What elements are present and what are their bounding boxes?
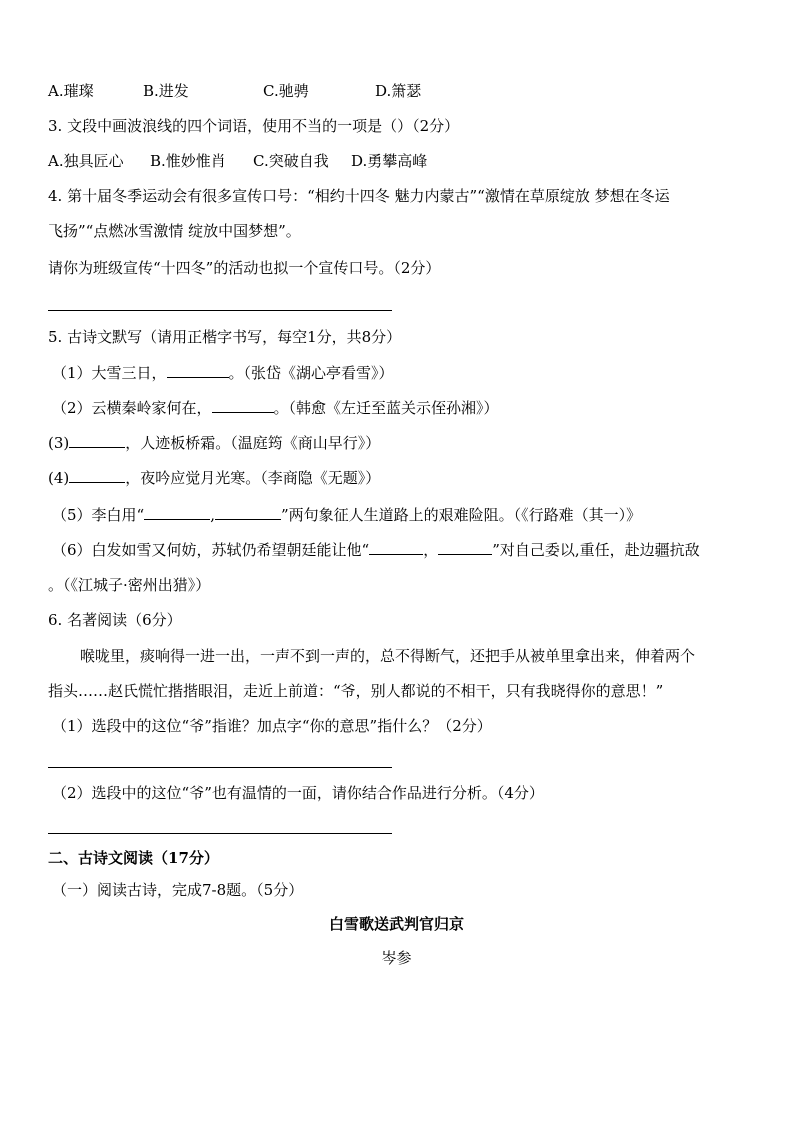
- section-2-part-1: （一）阅读古诗，完成7-8题。（5分）: [52, 881, 304, 899]
- q5-item-5-blank-a[interactable]: [144, 505, 210, 520]
- q5-item-1-pre: （1）大雪三日，: [52, 364, 167, 382]
- q5-item-5-mid: ,: [210, 506, 215, 524]
- q5-item-1: [52, 363, 394, 383]
- q5-item-3-blank[interactable]: [69, 433, 125, 448]
- q5-item-2-blank[interactable]: [212, 398, 274, 413]
- q5-item-5: [52, 505, 641, 525]
- q3-option-c: C.突破自我: [253, 152, 329, 170]
- q6-passage-line2: 指头……赵氏慌忙揩揩眼泪，走近上前道：“爷，别人都说的不相干，只有我晓得你的意思！”: [48, 682, 664, 700]
- q5-item-6-line2: 。（《江城子·密州出猎》）: [48, 576, 211, 594]
- q5-item-6-blank-a[interactable]: [369, 540, 423, 555]
- q5-item-5-post: ”两句象征人生道路上的艰难险阻。（《行路难（其一）》: [281, 506, 642, 524]
- q6-sub-question-2: （2）选段中的这位“爷”也有温情的一面，请你结合作品进行分析。（4分）: [52, 784, 544, 802]
- q5-item-1-blank[interactable]: [167, 363, 229, 378]
- q5-item-4-post: ，夜吟应觉月光寒。（李商隐《无题》）: [125, 469, 381, 487]
- poem-title: 白雪歌送武判官归京: [328, 915, 464, 933]
- q5-item-1-post: 。（张岱《湖心亭看雪》）: [228, 364, 394, 382]
- q5-item-4-blank[interactable]: [69, 468, 125, 483]
- section-2-heading: 二、古诗文阅读（17分）: [48, 849, 219, 867]
- q4-line2: 飞扬”“点燃冰雪激情 绽放中国梦想”。: [48, 222, 301, 240]
- q6-sub-question-1: （1）选段中的这位“爷”指谁？加点字“你的意思”指什么？（2分）: [52, 717, 492, 735]
- q4-line1: 4. 第十届冬季运动会有很多宣传口号：“相约十四冬 魅力内蒙古”“激情在草原绽放 梦想在冬运: [48, 187, 670, 205]
- q5-item-5-blank-b[interactable]: [215, 505, 281, 520]
- q5-item-2-pre: （2）云横秦岭家何在，: [52, 399, 212, 417]
- q5-item-2: [52, 398, 499, 418]
- q6-sub1-answer-line[interactable]: [48, 767, 392, 768]
- q6-stem: 6. 名著阅读（6分）: [48, 611, 182, 629]
- q2-option-c: C.驰骋: [263, 82, 309, 100]
- q3-option-a: A.独具匠心: [48, 152, 124, 170]
- q5-item-3-post: ，人迹板桥霜。（温庭筠《商山早行》）: [125, 434, 381, 452]
- q2-option-a: A.璀璨: [48, 82, 94, 100]
- q5-item-3: [48, 433, 380, 453]
- q5-item-6-blank-b[interactable]: [438, 540, 492, 555]
- q5-item-2-post: 。（韩愈《左迁至蓝关示侄孙湘》）: [273, 399, 499, 417]
- q2-option-d: D.箫瑟: [375, 82, 422, 100]
- q6-passage-line1: 喉咙里，痰响得一进一出，一声不到一声的，总不得断气，还把手从被单里拿出来，伸着两个: [80, 647, 696, 665]
- q3-stem: 3. 文段中画波浪线的四个词语，使用不当的一项是（）（2分）: [48, 117, 460, 135]
- q4-answer-line[interactable]: [48, 310, 392, 311]
- q5-item-3-pre: (3): [48, 434, 70, 452]
- q5-stem: 5. 古诗文默写（请用正楷字书写，每空1分，共8分）: [48, 328, 402, 346]
- q6-sub2-answer-line[interactable]: [48, 833, 392, 834]
- q5-item-5-pre: （5）李白用“: [52, 506, 145, 524]
- poem-author: 岑参: [381, 949, 412, 967]
- q5-item-6-mid: ，: [423, 541, 439, 559]
- q5-item-4: [48, 468, 380, 488]
- q4-line3: 请你为班级宣传“十四冬”的活动也拟一个宣传口号。（2分）: [48, 259, 441, 277]
- q3-option-d: D.勇攀高峰: [351, 152, 428, 170]
- q2-option-b: B.进发: [143, 82, 189, 100]
- q3-option-b: B.惟妙惟肖: [150, 152, 226, 170]
- q5-item-4-pre: (4): [48, 469, 70, 487]
- q5-item-6-post: ”对自己委以,重任，赴边疆抗敌: [492, 541, 700, 559]
- q5-item-6: [52, 540, 700, 560]
- q5-item-6-pre: （6）白发如雪又何妨，苏轼仍希望朝廷能让他“: [52, 541, 370, 559]
